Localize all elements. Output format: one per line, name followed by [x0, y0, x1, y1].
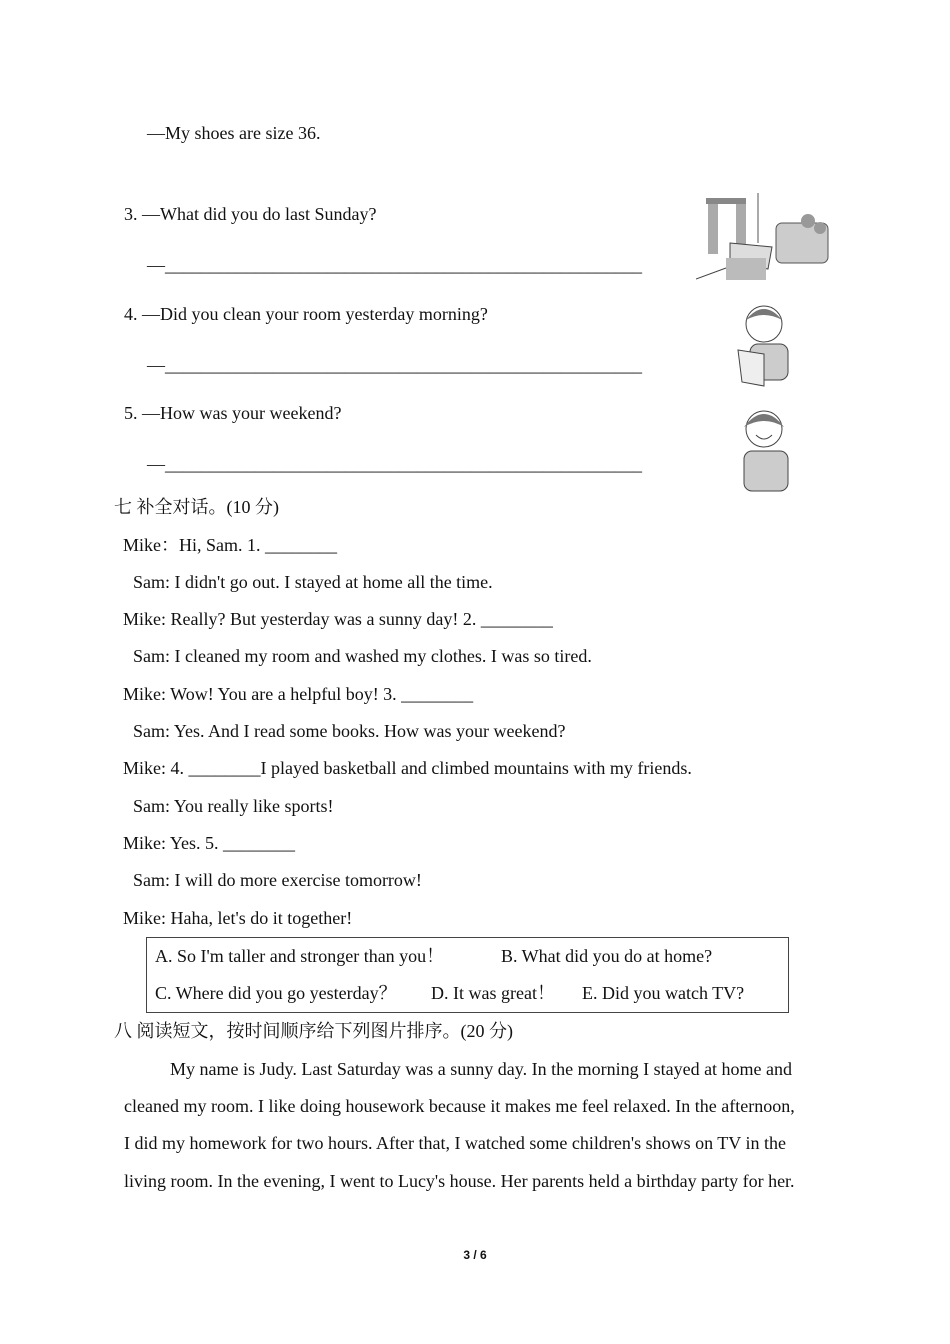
passage-line: cleaned my room. I like doing housework because it makes me feel relaxed. In the afternoon, — [124, 1096, 795, 1116]
option-a: A. So I'm taller and stronger than you！ — [155, 946, 445, 966]
answer-blank-3[interactable]: —_____________________________________________________ — [147, 255, 642, 275]
dialogue-line: Sam: I didn't go out. I stayed at home all the time. — [133, 572, 493, 592]
answer-line: —My shoes are size 36. — [147, 123, 321, 143]
smiling-boy-image — [734, 405, 796, 495]
dialogue-line: Mike: Yes. 5. ________ — [123, 833, 296, 853]
passage-line: living room. In the evening, I went to Lucy's house. Her parents held a birthday party for her. — [124, 1171, 795, 1191]
section-8-heading: 八 阅读短文，按时间顺序给下列图片排序。(20 分) — [114, 1021, 513, 1041]
question-3: 3. —What did you do last Sunday? — [124, 204, 377, 224]
dialogue-line: Mike: 4. ________I played basketball and climbed mountains with my friends. — [123, 758, 692, 778]
dialogue-line: Mike: Haha, let's do it together! — [123, 908, 353, 928]
option-d: D. It was great！ — [431, 983, 555, 1003]
option-b: B. What did you do at home? — [501, 946, 713, 966]
option-e: E. Did you watch TV? — [582, 983, 745, 1003]
page-number: 3 / 6 — [463, 1248, 487, 1262]
dialogue-line: Sam: I will do more exercise tomorrow! — [133, 870, 422, 890]
passage-line: My name is Judy. Last Saturday was a sunny day. In the morning I stayed at home and — [170, 1059, 793, 1079]
dialogue-line: Mike: Really? But yesterday was a sunny day! 2. ________ — [123, 609, 553, 629]
question-4: 4. —Did you clean your room yesterday morning? — [124, 304, 488, 324]
section-7-heading: 七 补全对话。(10 分) — [114, 497, 279, 517]
passage-line: I did my homework for two hours. After that, I watched some children's shows on TV in the — [124, 1133, 786, 1153]
dialogue-line: Mike：Hi, Sam. 1. ________ — [123, 535, 337, 555]
boy-reading-image — [734, 300, 794, 388]
question-5: 5. —How was your weekend? — [124, 403, 342, 423]
dialogue-line: Sam: Yes. And I read some books. How was your weekend? — [133, 721, 566, 741]
dialogue-line: Sam: You really like sports! — [133, 796, 334, 816]
dialogue-line: Mike: Wow! You are a helpful boy! 3. ________ — [123, 684, 474, 704]
dialogue-line: Sam: I cleaned my room and washed my clothes. I was so tired. — [133, 646, 592, 666]
answer-blank-4[interactable]: —_____________________________________________________ — [147, 355, 642, 375]
answer-blank-5[interactable]: —_____________________________________________________ — [147, 454, 642, 474]
family-watching-tv-image — [696, 193, 832, 281]
option-c: C. Where did you go yesterday？ — [155, 983, 397, 1003]
